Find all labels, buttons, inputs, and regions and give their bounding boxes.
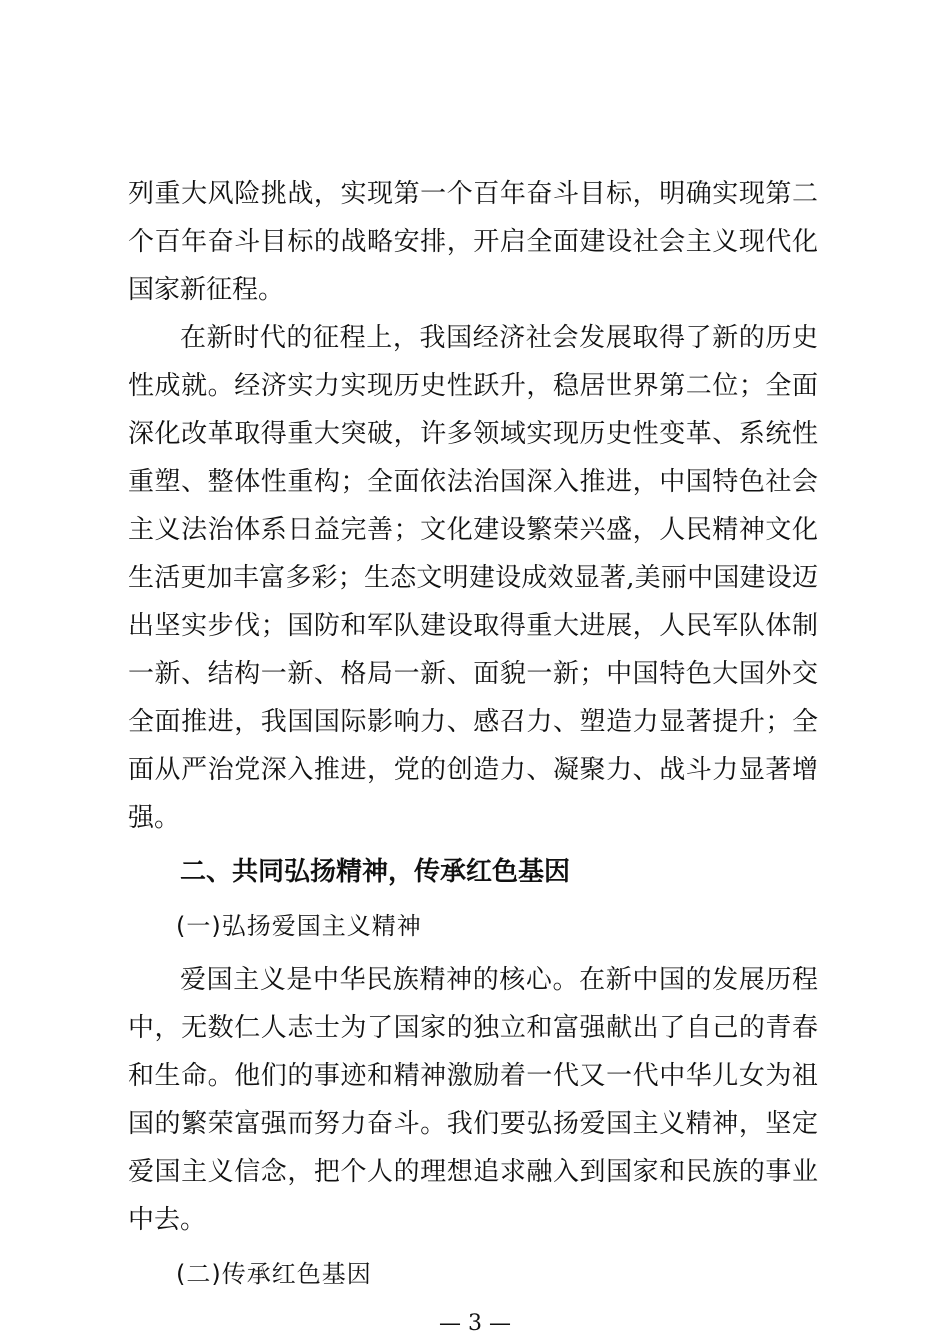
body-paragraph-achievements: 在新时代的征程上，我国经济社会发展取得了新的历史性成就。经济实力实现历史性跃升，稳居世界第二位；全面深化改革取得重大突破，许多领域实现历史性变革、系统性重塑、整体性重构；全面依法治国深入推进，中国特色社会主义法治体系日益完善；文化建设繁荣兴盛，人民精神文化生活更加丰富多彩；生态文明建设成效显著,美丽中国建设迈出坚实步伐；国防和军队建设取得重大进展，人民军队体制一新、结构一新、格局一新、面貌一新；中国特色大国外交全面推进，我国国际影响力、感召力、塑造力显著提升；全面从严治党深入推进，党的创造力、凝聚力、战斗力显著增强。 xyxy=(128,323,818,833)
body-paragraph-patriotism: 爱国主义是中华民族精神的核心。在新中国的发展历程中，无数仁人志士为了国家的独立和富强献出了自己的青春和生命。他们的事迹和精神激励着一代又一代中华儿女为祖国的繁荣富强而努力奋斗。我们要弘扬爱国主义精神，坚定爱国主义信念，把个人的理想追求融入到国家和民族的事业中去。 xyxy=(128,965,818,1235)
page-number: — 3 — xyxy=(439,1311,511,1336)
section-heading: 二、共同弘扬精神，传承红色基因 xyxy=(180,857,571,887)
continuation-paragraph: 列重大风险挑战，实现第一个百年奋斗目标，明确实现第二个百年奋斗目标的战略安排，开启全面建设社会主义现代化国家新征程。 xyxy=(128,179,818,305)
document-body xyxy=(128,170,818,1304)
subsection-heading-red-gene: (二)传承红色基因 xyxy=(176,1260,372,1288)
subsection-heading-patriotism: (一)弘扬爱国主义精神 xyxy=(176,912,422,940)
